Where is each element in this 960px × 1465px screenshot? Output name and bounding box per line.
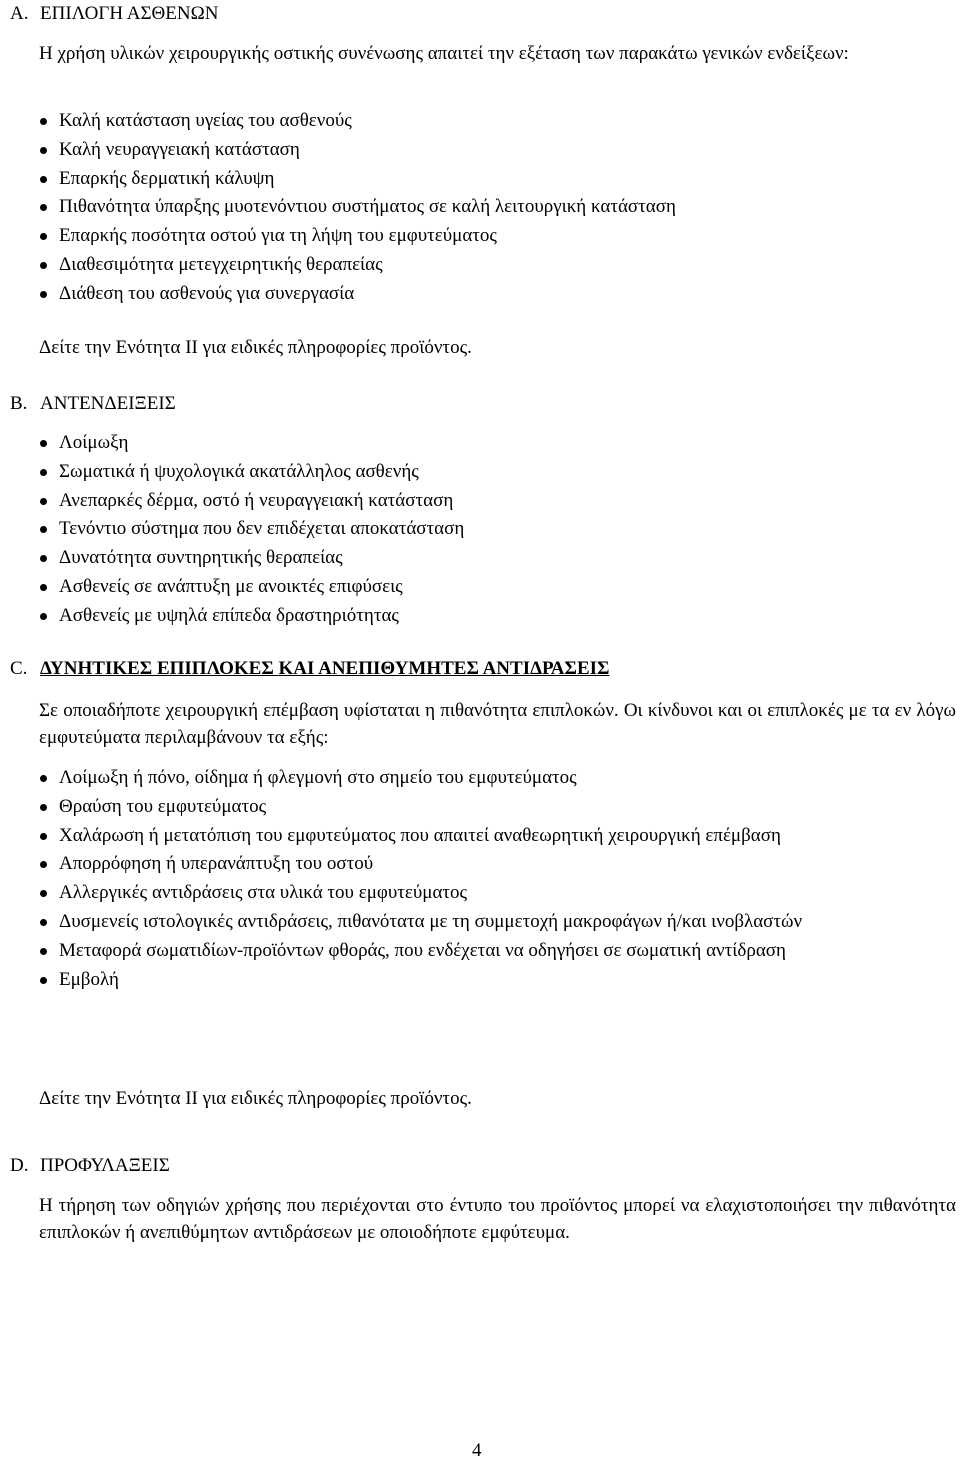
list-item-text: Τενόντιο σύστημα που δεν επιδέχεται αποκατάσταση: [59, 518, 465, 540]
list-item-text: Διαθεσιμότητα μετεγχειρητικής θεραπείας: [59, 253, 383, 275]
bullet-icon: [40, 233, 47, 240]
section-b-title: ΑΝΤΕΝΔΕΙΞΕΙΣ: [40, 393, 176, 414]
list-item: [39, 966, 956, 995]
list-item-text: Εμβολή: [59, 968, 119, 990]
section-c-intro: Σε οποιαδήποτε χειρουργική επέμβαση υφίσταται η πιθανότητα επιπλοκών. Οι κίνδυνοι και οι επιπλοκές με τα εν λόγω εμφυτεύματα περιλαμβάνουν τα εξής:: [39, 700, 956, 748]
list-item: [39, 458, 956, 487]
section-a-letter: A.: [10, 3, 29, 24]
list-item-text: Θραύση του εμφυτεύματος: [59, 795, 267, 817]
list-item-text: Ασθενείς σε ανάπτυξη με ανοικτές επιφύσεις: [59, 575, 403, 597]
section-c-note: Δείτε την Ενότητα II για ειδικές πληροφορίες προϊόντος.: [39, 1088, 472, 1109]
list-item-text: Ασθενείς με υψηλά επίπεδα δραστηριότητας: [59, 604, 399, 626]
list-item: [39, 222, 956, 251]
list-item-text: Λοίμωξη: [59, 432, 129, 453]
list-item: [39, 573, 956, 602]
list-item: [39, 487, 956, 516]
section-d-letter: D.: [10, 1155, 29, 1176]
section-c-list: [39, 764, 956, 994]
bullet-icon: [40, 775, 47, 782]
list-item: [39, 280, 956, 309]
section-b-list: [39, 429, 956, 631]
bullet-icon: [40, 613, 47, 620]
list-item-text: Πιθανότητα ύπαρξης μυοτενόντιου συστήματος σε καλή λειτουργική κατάσταση: [59, 196, 676, 218]
list-item-text: Μεταφορά σωματιδίων-προϊόντων φθοράς, που ενδέχεται να οδηγήσει σε σωματική αντίδραση: [59, 939, 786, 961]
page-number: 4: [472, 1440, 482, 1461]
bullet-icon: [40, 176, 47, 183]
bullet-icon: [40, 498, 47, 505]
list-item: [39, 515, 956, 544]
bullet-icon: [40, 977, 47, 984]
bullet-icon: [40, 833, 47, 840]
list-item-text: Δυσμενείς ιστολογικές αντιδράσεις, πιθανότατα με τη συμμετοχή μακροφάγων ή/και ινοβλαστών: [59, 910, 803, 932]
list-item-text: Αλλεργικές αντιδράσεις στα υλικά του εμφυτεύματος: [59, 882, 468, 904]
list-item: [39, 165, 956, 194]
list-item: [39, 937, 956, 966]
bullet-icon: [40, 526, 47, 533]
list-item-text: Επαρκής ποσότητα οστού για τη λήψη του εμφυτεύματος: [59, 225, 497, 247]
bullet-icon: [40, 948, 47, 955]
list-item-text: Διάθεση του ασθενούς για συνεργασία: [59, 282, 355, 304]
bullet-icon: [40, 291, 47, 298]
list-item-text: Σωματικά ή ψυχολογικά ακατάλληλος ασθενής: [59, 460, 419, 482]
list-item: [39, 544, 956, 573]
bullet-icon: [40, 555, 47, 562]
bullet-icon: [40, 890, 47, 897]
bullet-icon: [40, 204, 47, 211]
list-item-text: Επαρκής δερματική κάλυψη: [59, 167, 275, 189]
bullet-icon: [40, 584, 47, 591]
section-a-note: Δείτε την Ενότητα II για ειδικές πληροφορίες προϊόντος.: [39, 337, 472, 358]
list-item-text: Ανεπαρκές δέρμα, οστό ή νευραγγειακή κατάσταση: [59, 489, 454, 511]
bullet-icon: [40, 147, 47, 154]
list-item: [39, 107, 956, 136]
bullet-icon: [40, 118, 47, 125]
bullet-icon: [40, 861, 47, 868]
bullet-icon: [40, 262, 47, 269]
list-item-text: Καλή κατάσταση υγείας του ασθενούς: [59, 110, 352, 131]
section-d-title: ΠΡΟΦΥΛΑΞΕΙΣ: [40, 1155, 170, 1176]
list-item-text: Δυνατότητα συντηρητικής θεραπείας: [59, 547, 343, 569]
section-b-letter: B.: [10, 393, 28, 414]
list-item-text: Χαλάρωση ή μετατόπιση του εμφυτεύματος που απαιτεί αναθεωρητική χειρουργική επέμβαση: [59, 824, 781, 846]
list-item-text: Καλή νευραγγειακή κατάσταση: [59, 138, 300, 160]
section-d-heading: [10, 1155, 170, 1177]
list-item: [39, 193, 956, 222]
list-item: [39, 793, 956, 822]
section-a-list: [39, 107, 956, 309]
list-item: [39, 879, 956, 908]
section-c-title: ΔΥΝΗΤΙΚΕΣ ΕΠΙΠΛΟΚΕΣ ΚΑΙ ΑΝΕΠΙΘΥΜΗΤΕΣ ΑΝΤΙΔΡΑΣΕΙΣ: [40, 658, 610, 679]
list-item-text: Λοίμωξη ή πόνο, οίδημα ή φλεγμονή στο σημείο του εμφυτεύματος: [59, 767, 577, 788]
list-item: [39, 764, 956, 793]
section-d-text: Η τήρηση των οδηγιών χρήσης που περιέχονται στο έντυπο του προϊόντος μπορεί να ελαχιστοποιήσει την πιθανότητα επιπλοκών ή ανεπιθύμητων αντιδράσεων με οποιοδήποτε εμφύτευμα.: [39, 1195, 956, 1243]
list-item: [39, 251, 956, 280]
section-a-intro: Η χρήση υλικών χειρουργικής οστικής συνένωσης απαιτεί την εξέταση των παρακάτω γενικών ενδείξεων:: [39, 43, 849, 64]
list-item: [39, 429, 956, 458]
list-item: [39, 908, 956, 937]
list-item-text: Απορρόφηση ή υπερανάπτυξη του οστού: [59, 853, 374, 875]
bullet-icon: [40, 804, 47, 811]
section-c-letter: C.: [10, 658, 28, 679]
list-item: [39, 822, 956, 851]
bullet-icon: [40, 440, 47, 447]
section-a-title: ΕΠΙΛΟΓΗ ΑΣΘΕΝΩΝ: [40, 3, 219, 24]
section-b-heading: [10, 393, 176, 415]
section-c-heading: [10, 658, 609, 680]
bullet-icon: [40, 919, 47, 926]
section-a-heading: [10, 3, 218, 25]
list-item: [39, 850, 956, 879]
bullet-icon: [40, 469, 47, 476]
list-item: [39, 602, 956, 631]
list-item: [39, 136, 956, 165]
